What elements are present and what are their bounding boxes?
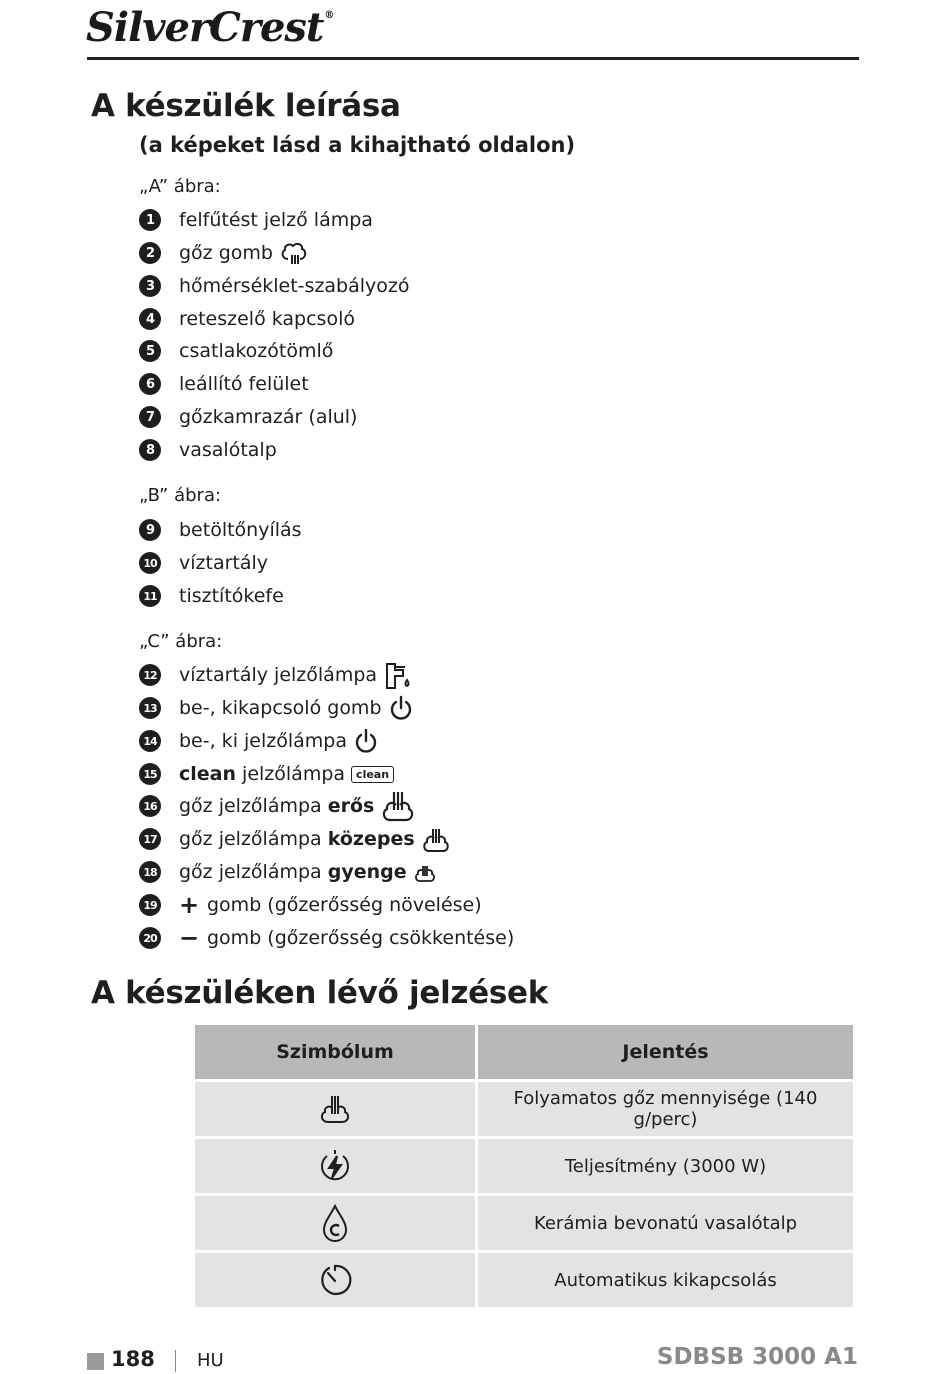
header-symbol: Szimbólum — [195, 1025, 475, 1079]
brand-logo — [86, 4, 333, 51]
item-label — [179, 763, 345, 785]
section-title-description: A készülék leírása — [91, 88, 401, 124]
item-number: 13 — [139, 697, 161, 719]
plus-icon: + — [179, 891, 200, 919]
item-label-bold: közepes — [327, 828, 415, 850]
item-label-rest: gőz jelzőlámpa — [179, 861, 328, 883]
minus-icon: − — [179, 924, 200, 952]
table-row — [195, 1253, 853, 1307]
list-item — [139, 925, 514, 951]
item-label: gőzkamrazár (alul) — [179, 406, 358, 428]
ceramic-drop-icon — [320, 1212, 350, 1233]
item-label: leállító felület — [179, 373, 309, 395]
list-item — [139, 695, 414, 721]
list-item — [139, 371, 309, 397]
item-number: 2 — [139, 242, 161, 264]
item-number: 10 — [139, 552, 161, 574]
list-item — [139, 240, 309, 266]
item-number: 8 — [139, 439, 161, 461]
model-number: SDBSB 3000 A1 — [656, 1344, 858, 1370]
item-label-bold: gyenge — [327, 861, 407, 883]
registered-mark: ® — [324, 10, 334, 21]
item-label-rest: jelzőlámpa — [236, 763, 346, 785]
meaning-cell: Kerámia bevonatú vasalótalp — [478, 1196, 853, 1250]
item-number: 3 — [139, 275, 161, 297]
list-item — [139, 583, 284, 609]
steam-strong-icon — [380, 790, 416, 822]
steam-medium-icon — [421, 825, 451, 853]
item-number: 6 — [139, 373, 161, 395]
list-item — [139, 826, 451, 852]
table-row — [195, 1082, 853, 1136]
header-rule — [87, 57, 859, 60]
item-label: betöltőnyílás — [179, 519, 302, 541]
item-label: tisztítókefe — [179, 585, 284, 607]
item-label-rest: gőz jelzőlámpa — [179, 795, 328, 817]
list-item — [139, 404, 357, 430]
list-item — [139, 662, 413, 688]
list-item — [139, 859, 437, 885]
figure-b-label: „B” ábra: — [139, 485, 222, 506]
item-label: gőz gomb — [179, 242, 273, 264]
item-label: hőmérséklet-szabályozó — [179, 275, 410, 297]
list-item — [139, 761, 394, 787]
item-label: be-, kikapcsoló gomb — [179, 697, 382, 719]
item-label: reteszelő kapcsoló — [179, 308, 355, 330]
power-icon — [353, 728, 379, 754]
item-label: felfűtést jelző lámpa — [179, 209, 373, 231]
item-number: 5 — [139, 340, 161, 362]
item-number: 15 — [139, 763, 161, 785]
footer-divider — [175, 1350, 176, 1372]
list-item — [139, 550, 268, 576]
list-item — [139, 338, 333, 364]
figure-c-label: „C” ábra: — [139, 631, 223, 652]
list-item — [139, 273, 410, 299]
item-label: csatlakozótömlő — [179, 340, 334, 362]
list-item — [139, 517, 302, 543]
list-item — [139, 207, 373, 233]
symbol-cell — [195, 1253, 475, 1307]
language-code: HU — [197, 1350, 224, 1371]
water-tap-icon — [383, 660, 413, 690]
meaning-cell: Automatikus kikapcsolás — [478, 1253, 853, 1307]
list-item — [139, 437, 277, 463]
symbols-table — [192, 1022, 856, 1310]
footer-square — [87, 1353, 104, 1370]
list-item — [139, 306, 355, 332]
item-label — [179, 828, 415, 850]
item-number: 1 — [139, 209, 161, 231]
list-item — [139, 728, 379, 754]
page-number: 188 — [111, 1347, 155, 1371]
meaning-cell: Folyamatos gőz mennyisége (140 g/perc) — [478, 1082, 853, 1136]
header-meaning: Jelentés — [478, 1025, 853, 1079]
item-label-rest: gőz jelzőlámpa — [179, 828, 328, 850]
table-row — [195, 1139, 853, 1193]
item-number: 11 — [139, 585, 161, 607]
figure-a-label: „A” ábra: — [139, 176, 221, 197]
item-number: 16 — [139, 795, 161, 817]
item-number: 14 — [139, 730, 161, 752]
steam-weak-icon — [413, 861, 437, 883]
item-number: 12 — [139, 664, 161, 686]
symbol-cell — [195, 1196, 475, 1250]
table-header-row — [195, 1025, 853, 1079]
item-label-bold: erős — [327, 795, 375, 817]
clean-badge-icon: clean — [351, 766, 394, 783]
item-label: víztartály jelzőlámpa — [179, 664, 378, 686]
item-number: 9 — [139, 519, 161, 541]
item-label: gomb (gőzerősség csökkentése) — [207, 927, 515, 949]
item-label: víztartály — [179, 552, 269, 574]
steam-icon — [317, 1098, 353, 1119]
section-subtitle: (a képeket lásd a kihajtható oldalon) — [139, 133, 576, 157]
item-label — [179, 861, 407, 883]
timer-icon — [317, 1269, 353, 1290]
section-title-symbols: A készüléken lévő jelzések — [91, 975, 549, 1011]
symbol-cell — [195, 1082, 475, 1136]
item-label: vasalótalp — [179, 439, 277, 461]
list-item — [139, 892, 482, 918]
item-label — [179, 795, 374, 817]
steam-icon — [279, 240, 309, 266]
item-number: 18 — [139, 861, 161, 883]
item-number: 19 — [139, 894, 161, 916]
power-lightning-icon — [317, 1155, 353, 1176]
symbol-cell — [195, 1139, 475, 1193]
power-icon — [388, 695, 414, 721]
meaning-cell: Teljesítmény (3000 W) — [478, 1139, 853, 1193]
logo-text: SilverCrest — [86, 4, 324, 51]
item-number: 4 — [139, 308, 161, 330]
table-row — [195, 1196, 853, 1250]
item-number: 17 — [139, 828, 161, 850]
item-label: be-, ki jelzőlámpa — [179, 730, 347, 752]
item-number: 20 — [139, 927, 161, 949]
item-label-bold: clean — [179, 763, 237, 785]
list-item — [139, 793, 416, 819]
item-label: gomb (gőzerősség növelése) — [207, 894, 482, 916]
item-number: 7 — [139, 406, 161, 428]
